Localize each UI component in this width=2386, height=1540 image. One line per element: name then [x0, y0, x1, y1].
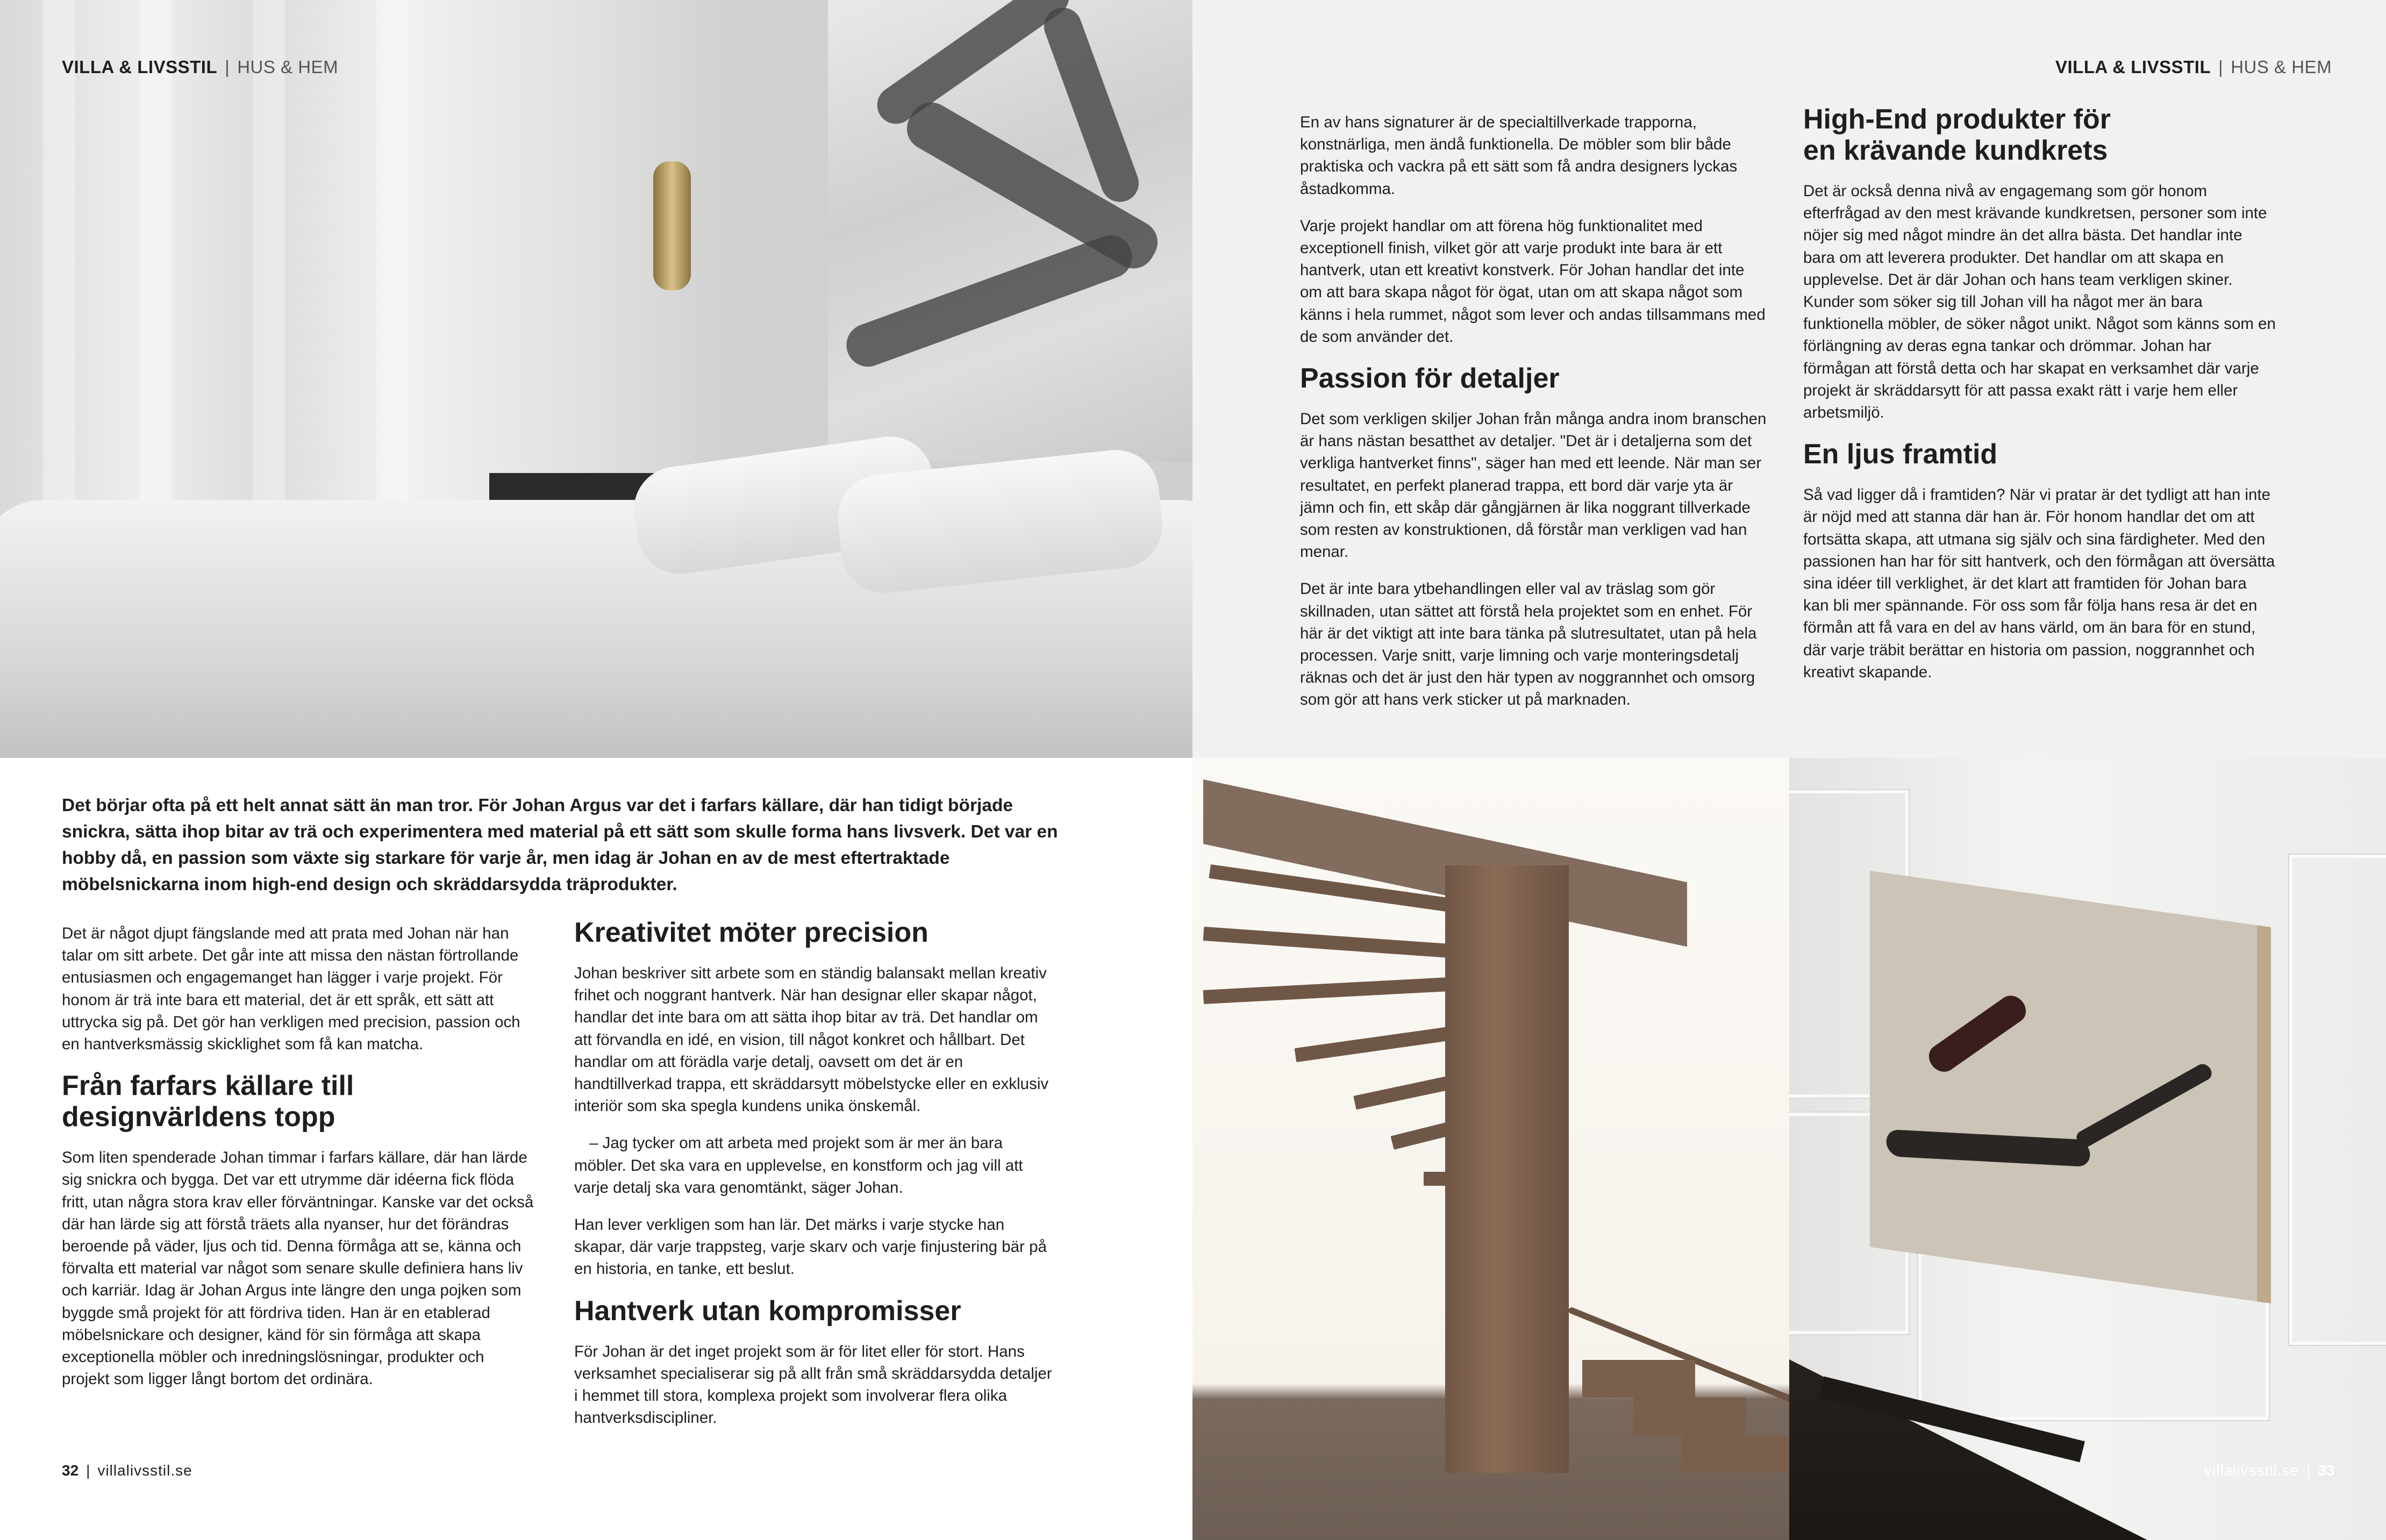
brush-stroke: [2074, 1061, 2215, 1150]
stair-step: [1682, 1435, 1789, 1473]
paint-stroke: [840, 230, 1138, 373]
running-head-left: [62, 57, 338, 77]
section-heading: High-End produkter för en krävande kundkrets: [1803, 104, 2111, 166]
page-number: 33: [2318, 1462, 2335, 1479]
brush-stroke: [1924, 991, 2032, 1077]
section-heading: En ljus framtid: [1803, 439, 1998, 470]
text-column-left-1: [62, 922, 535, 1405]
quote-paragraph: – Jag tycker om att arbeta med projekt som är mer än bara möbler. Det ska vara en upplevelse, en konstform och jag vill att varje detalj ska vara genomtänkt, säger Johan.: [574, 1134, 1023, 1197]
section-heading: Från farfars källare till designvärldens topp: [62, 1070, 354, 1133]
paragraph: Det är något djupt fängslande med att prata med Johan när han talar om sitt arbete. Det går inte att missa den nästan förtrollande entusiasmen och engagemanget han lägger i varje projekt. För honom är trä inte bara ett material, det är ett språk, ett sätt att uttrycka sig på. Det gör han verkligen med precision, passion och en hantverksmässig skicklighet som få kan matcha.: [62, 925, 520, 1054]
brush-stroke: [1885, 1129, 2091, 1167]
section-heading: Kreativitet möter precision: [574, 917, 928, 948]
paragraph: Som liten spenderade Johan timmar i farfars källare, där han lärde sig snickra och bygga. Det var ett utrymme där idéerna fick flöda fritt, utan några stora krav eller förväntningar. Kanske var det också där han lärde sig att förstå träets alla nyanser, hur det förändras beroende på väder, ljus och tid. Denna förmåga att se, känna och förvalta ett material var något som senare skulle definiera hans liv och karriär. Idag är Johan Argus inte längre den unga pojken som byggde små projekt för att fördriva tiden. Han är en etablerad möbelsnickare och designer, känd för sin förmåga att skapa exceptionella möbler och inredningslösningar, produkter och projekt som ligger långt bortom det ordinära.: [62, 1149, 534, 1388]
brass-sconce: [653, 161, 691, 290]
abstract-canvas: [1870, 871, 2271, 1303]
wall-panel: [2289, 855, 2386, 1345]
text-column-right-1: [1300, 111, 1768, 726]
folio-separator: |: [2306, 1462, 2311, 1479]
paragraph: En av hans signaturer är de specialtillverkade trapporna, konstnärliga, men ändå funktionella. De möbler som blir både praktiska och vackra på ett sätt som få andra designers lyckas åstadkomma.: [1300, 113, 1738, 198]
paragraph: Johan beskriver sitt arbete som en ständig balansakt mellan kreativ frihet och noggrant hantverk. När han designar eller skapar något, handlar det inte bara om att sätta ihop bitar av trä. Det handlar om att förvandla en idé, en vision, till något konkret och hållbart. Det handlar om att förädla varje detalj, oavsett om det är en handtillverkad trappa, ett skräddarsytt möbelstycke eller en exklusiv interiör som ska spegla kundens unika önskemål.: [574, 964, 1049, 1115]
folio-right: [2204, 1462, 2335, 1479]
folio-separator: |: [86, 1462, 90, 1479]
website-link[interactable]: villalivsstil.se: [2204, 1462, 2299, 1479]
stair-column: [1445, 865, 1569, 1473]
section-heading: Passion för detaljer: [1300, 363, 1560, 395]
page-number: 32: [62, 1462, 79, 1479]
stair-tread: [1203, 927, 1451, 958]
stair-tread: [1203, 977, 1451, 1004]
section-heading: Hantverk utan kompromisser: [574, 1295, 961, 1327]
abstract-painting: [828, 0, 1192, 462]
paragraph: Det som verkligen skiljer Johan från många andra inom branschen är hans nästan besatthet av detaljer. "Det är i detaljerna som det verkliga hantverket finns", säger han med ett leende. När man ser resultatet, en perfekt planerad trappa, ett bord där varje yta är jämn och fin, ett skåp där gångjärnen är lika noggrant tillverkade som resten av konstruktionen, då förstår man verkligen vad han menar.: [1300, 410, 1767, 561]
header-separator: |: [225, 57, 230, 77]
section-name: HUS & HEM: [2231, 57, 2332, 77]
header-separator: |: [2218, 57, 2224, 77]
bedroom-photo: [0, 0, 1192, 758]
stair-step: [1633, 1398, 1746, 1435]
website-link[interactable]: villalivsstil.se: [97, 1462, 192, 1479]
stair-tread: [1390, 1122, 1451, 1150]
paragraph: Det är inte bara ytbehandlingen eller val av träslag som gör skillnaden, utan sättet att förstå hela projektet som en enhet. För här är det viktigt att inte bara tänka på slutresultatet, utan på hela processen. Varje snitt, varje limning och varje monteringsdetalj räknas och det är just den här typen av noggrannhet och omsorg som gör att hans verk sticker ut på marknaden.: [1300, 580, 1757, 709]
article-lead: Det börjar ofta på ett helt annat sätt än man tror. För Johan Argus var det i farfars källare, där han tidigt började snickra, sätta ihop bitar av trä och experimentera med material på ett sätt som skulle forma hans livsverk. Det var en hobby då, en passion som växte sig starkare för varje år, men idag är Johan en av de mest eftertraktade möbelsnickarna inom high-end design och skräddarsydda träprodukter.: [62, 796, 1058, 894]
running-head-right: [2055, 57, 2332, 77]
painting-photo: [1789, 758, 2386, 1540]
magazine-brand: VILLA & LIVSSTIL: [2055, 57, 2211, 77]
text-column-left-2: [574, 917, 1058, 1444]
paragraph: Så vad ligger då i framtiden? När vi pratar är det tydligt att han inte är nöjd med att stanna där han är. För honom handlar det om att fortsätta skapa, att utmana sig själv och sina färdigheter. Med den passionen han har för sitt hantverk, och den förmågan att översätta sina idéer till verklighet, är det klart att framtiden för Johan bara kan bli mer spännande. För oss som får följa hans resa är det en förmån att få vara en del av hans värld, om än bara för en stund, där varje träbit berättar en historia om passion, noggrannhet och kreativt skapande.: [1803, 486, 2275, 681]
paragraph: Det är också denna nivå av engagemang som gör honom efterfrågad av den mest krävande kundkretsen, personer som inte nöjer sig med något mindre än det allra bästa. Det handlar inte bara om att leverera produkter. Det handlar om att skapa en upplevelse. Det är där Johan och hans team verkligen skiner. Kunder som söker sig till Johan vill ha något mer än bara funktionella möbler, de söker något unikt. Något som känns som en förlängning av deras egna tankar och drömmar. Johan har förmågan att förstå detta och har skapat en verksamhet där varje projekt är skräddarsytt för att passa exakt rätt i varje hem eller arbetsmiljö.: [1803, 182, 2276, 422]
staircase-photo: [1192, 758, 1789, 1540]
stair-step: [1582, 1360, 1695, 1398]
stair-tread: [1353, 1076, 1451, 1110]
section-name: HUS & HEM: [237, 57, 339, 77]
paragraph: Han lever verkligen som han lär. Det märks i varje stycke han skapar, där varje trappsteg, varje skarv och varje finjustering bär på en historia, en tanke, ett beslut.: [574, 1216, 1047, 1278]
stair-tread: [1295, 1027, 1451, 1062]
text-column-right-2: [1803, 104, 2276, 698]
magazine-brand: VILLA & LIVSSTIL: [62, 57, 218, 77]
paragraph: För Johan är det inget projekt som är för litet eller för stort. Hans verksamhet specialiserar sig på allt från små skräddarsydda detaljer i hemmet till stora, komplexa projekt som involverar flera olika hantverksdiscipliner.: [574, 1342, 1052, 1427]
folio-left: [62, 1462, 192, 1479]
paragraph: Varje projekt handlar om att förena hög funktionalitet med exceptionell finish, vilket gör att varje produkt inte bara är ett hantverk, utan ett kreativt konstverk. För Johan handlar det inte om att bara skapa något för ögat, utan om att skapa något som känns i hela rummet, något som lever och andas tillsammans med de som använder det.: [1300, 217, 1766, 346]
